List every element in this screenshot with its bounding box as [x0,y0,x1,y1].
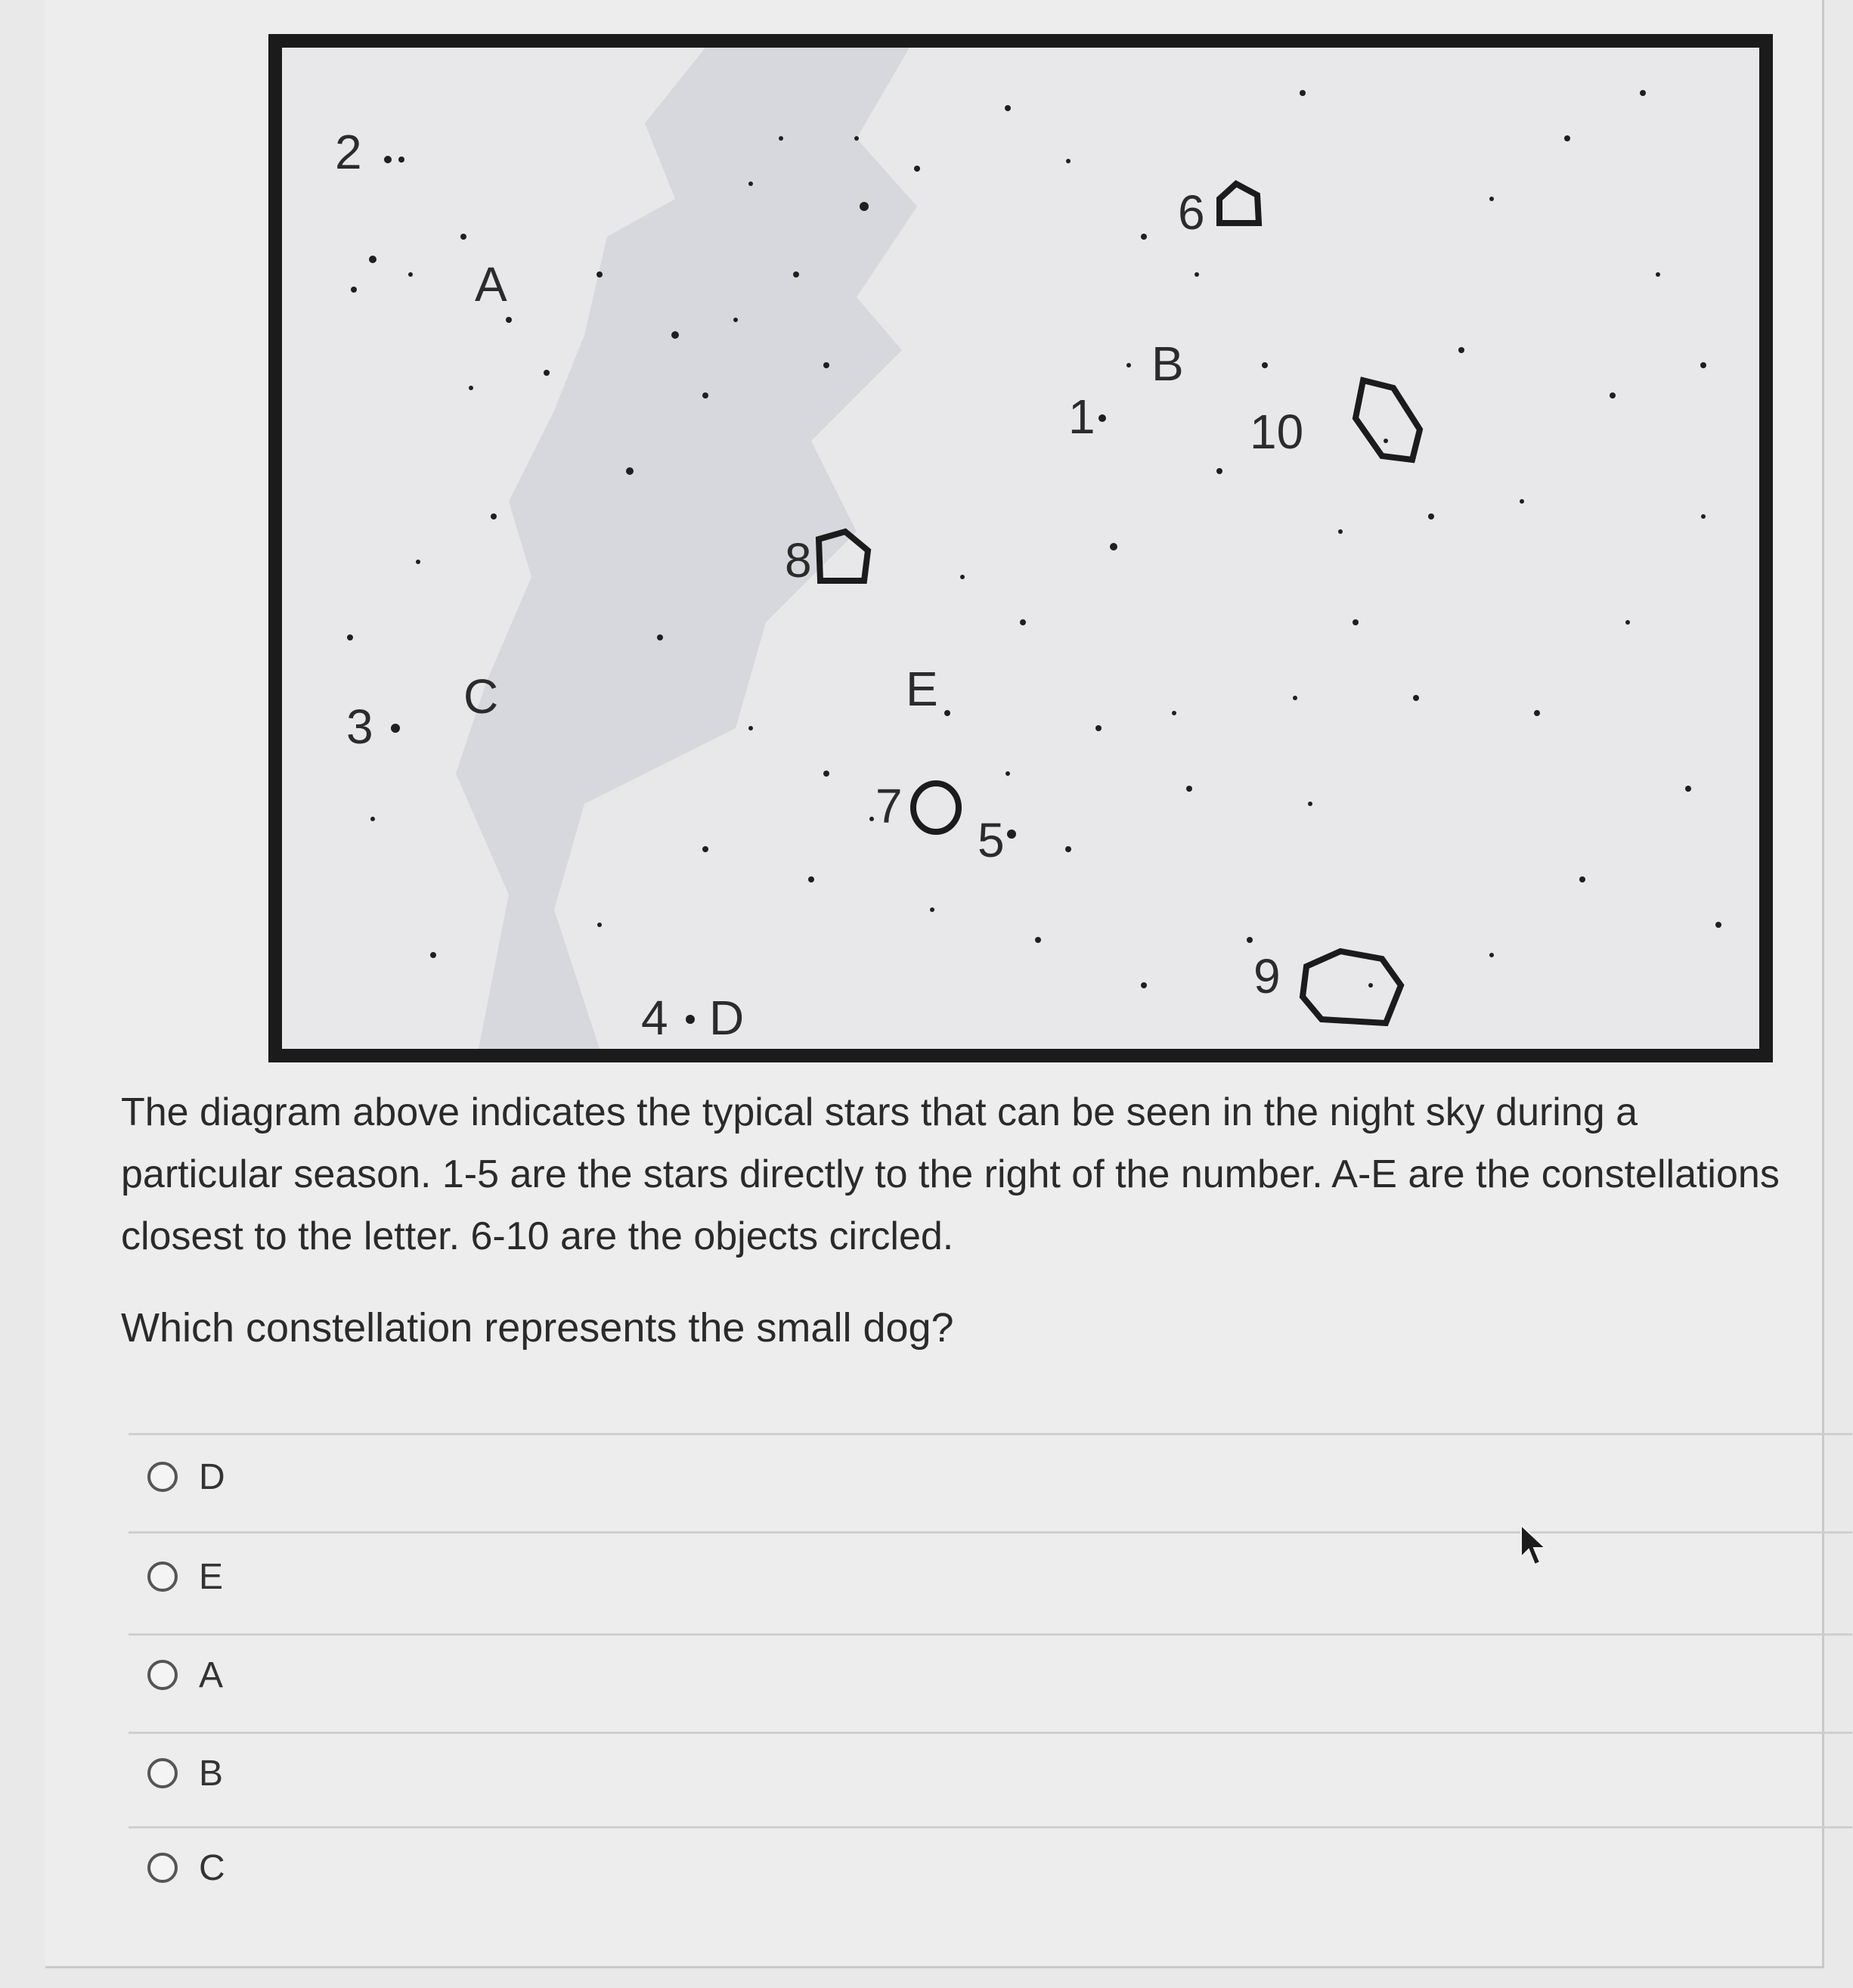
option-label: B [199,1753,224,1794]
object-8-label: 8 [785,533,812,588]
star-2-label: 2 [335,125,362,179]
divider [129,1433,1852,1435]
object-10-circle [1356,380,1420,460]
option-label: D [199,1456,225,1497]
star-2 [384,156,392,163]
answer-option-d[interactable] [147,1450,225,1503]
star-3-label: 3 [346,699,373,754]
option-label: A [199,1655,224,1695]
star-5 [1007,830,1016,839]
star-4 [686,1015,695,1024]
radio-button[interactable] [147,1758,178,1788]
question-description: The diagram above indicates the typical stars that can be seen in the night sky during a particular season. 1-5 are the stars directly to the right of the number. A-E are the constellations closest to the letter. 6-10 are the objects circled. [121,1090,1780,1258]
divider [129,1732,1852,1734]
star-5-label: 5 [978,813,1005,867]
constellation-c-label: C [463,669,499,724]
constellation-a-label: A [475,257,507,312]
radio-button[interactable] [147,1853,178,1883]
constellation-e-label: E [906,662,938,716]
radio-button[interactable] [147,1660,178,1690]
object-9-label: 9 [1253,949,1281,1003]
option-label: E [199,1556,224,1597]
milky-way-band [456,48,917,1049]
quiz-page [45,0,1824,1968]
divider [129,1531,1852,1534]
constellation-d-label: D [709,991,745,1045]
object-7-label: 7 [875,779,903,833]
star-4-label: 4 [641,991,668,1045]
constellation-b-label: B [1151,337,1184,391]
object-6-label: 6 [1178,185,1205,240]
radio-button[interactable] [147,1562,178,1592]
object-7-circle [913,783,959,832]
star-1 [1098,414,1106,422]
star-chart-svg [282,48,1759,1049]
divider [129,1826,1852,1828]
answer-option-a[interactable] [147,1648,223,1701]
answer-option-b[interactable] [147,1747,223,1800]
star-1-label: 1 [1068,389,1095,444]
mouse-cursor-icon [1520,1524,1550,1569]
answer-option-e[interactable] [147,1550,223,1603]
object-10-label: 10 [1250,405,1304,459]
object-9-circle [1303,951,1401,1023]
star-chart-diagram [268,34,1773,1062]
object-6-circle [1219,184,1259,223]
option-label: C [199,1847,225,1888]
radio-button[interactable] [147,1462,178,1492]
answer-option-c[interactable] [147,1841,225,1894]
divider [129,1633,1852,1636]
star-3 [391,724,400,733]
question-prompt: Which constellation represents the small dog? [121,1305,954,1351]
